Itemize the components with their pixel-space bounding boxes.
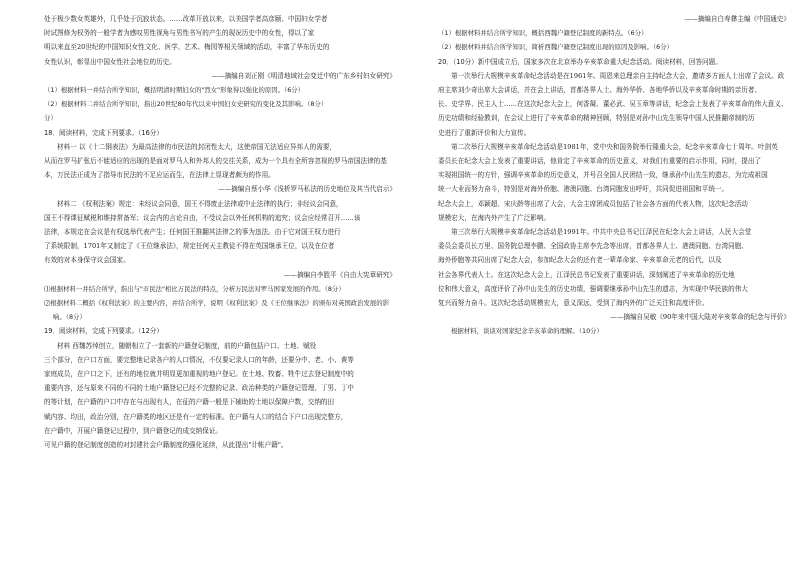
- material-line: 国王不得课征赋税和维持常备军；议会内的言论自由，不受议会以外任何机构的追究；议会应经常召开……该: [44, 213, 361, 222]
- material-line: 从而在罗马扩张后不能适应的出现的是面对罗马人和外邦人的交往关系，成为一个具有全所容忽视的罗马帝国法律的基: [44, 157, 387, 166]
- material-line: 家庭成员，在户口之下，还有的地位就并明显更加重视的地户登记。在土地、牧畜、牲牛过去登记制度中的: [44, 370, 354, 379]
- question-19-heading: 19．阅读材料，完成下列要求。（12分）: [44, 327, 163, 336]
- question-20-heading: 20．（10分）新中国成立后，国家多次在北京举办辛亥革命重大纪念活动。阅读材料，回答问题。: [438, 57, 722, 66]
- material-line: 复兴而努力奋斗。这次纪念活动规模宏大，意义深远，受到了海内外的广泛关注和高度评价。: [438, 299, 709, 308]
- material-line: 赋内容、均田，政治分别，在户籍类的地区还是有一定的标准。在户籍与人口的结合下户口出现完整方，: [44, 412, 348, 421]
- question-17-2-cont: 分）: [44, 114, 57, 123]
- material-line: 本，万民法正成为了指导市民法的不足应运而生，在法律上显现者颇为的作用。: [44, 171, 275, 180]
- source-citation: ——摘编自白寿彝主编《中国通史》: [684, 15, 790, 23]
- text-line: 处于极少数女英雄外，几乎处于沉寂状态。……改革开放以来，以美国学者高彦颐、中国妇女学者: [44, 15, 328, 23]
- material-line: 第一次举行大规模辛亥革命纪念活动是在1961年。周恩来总理亲自主持纪念大会，邀请多方面人士出席了会议。政: [451, 71, 785, 80]
- material-line: 可见户籍的登记制度创造的对封建社会户籍制度的强化延续，从此提出"计帐户籍"。: [44, 441, 288, 450]
- material-line: 历史功绩和经验教训，在会议上进行了辛亥革命的精神回顾，特别是对孙中山先生领导中国人民推翻帝制的历: [438, 114, 755, 123]
- question-18-1: ⑴根据材料一并结合所学，指出与"市民法"相比万民法的特点，分析万民法对罗马国家发展的作用。（8分）: [44, 284, 345, 293]
- material-line: 府主席刘少奇出席大会讲话，并在会上讲话，首都各界人士、海外华侨、各地华侨以及辛亥革命时期的亲历者、: [438, 86, 762, 95]
- source-citation: ——摘编自刘正刚《明清地域社会变迁中的广东乡村妇女研究》: [211, 71, 396, 80]
- text-line: 女性认识，彰显出中国女性社会地位的历史。: [44, 57, 176, 66]
- question-17-2: （2）根据材料二并结合所学知识，指出20世纪80年代以来中国妇女史研究的变化及其影响。（8分）: [44, 100, 328, 109]
- material-line: 长、史学界、民主人士……在这次纪念大会上，何香凝、董必武、吴玉章等讲话，纪念会上发表了辛亥革命的伟大意义、: [438, 100, 788, 109]
- material-line: 海外侨胞等共同出席了纪念大会，参加纪念大会的还有老一辈革命家、辛亥革命元老的后代，以及: [438, 256, 722, 265]
- material-line: 三个部分，在户口方面，要完整地记录各户的人口情况，不仅要记录人口的年龄，还要分中、老、小、黄等: [44, 355, 354, 364]
- material-line: 材料一 以《十二铜表法》为最高法律的市民法的封闭性太大，这使帝国无法适应异邦人的需要，: [57, 142, 337, 151]
- material-line: 材料 西魏苏绰创立，随朝相立了一套新的户籍登记制度，前的户籍包括户口、土地、赋役: [57, 341, 317, 350]
- material-line: 第三次举行大规模辛亥革命纪念活动是1991年。中共中央总书记江泽民在纪念大会上讲话，人民大会堂: [451, 228, 752, 237]
- material-line: 有效的对本身保守议会国家。: [44, 256, 130, 265]
- question-19-1: （1）根据材料并结合所学知识，概括西魏户籍登记制度的新特点。（6分）: [438, 29, 648, 38]
- material-line: 社会各界代表人士。在这次纪念大会上，江泽民总书记发表了重要讲话，深刻阐述了辛亥革命的历史地: [438, 270, 735, 279]
- source-citation: ——摘编自吴敏《90年来中国大陆对辛亥革命的纪念与评价》: [610, 313, 790, 322]
- question-20: 根据材料，谈谈对国家纪念辛亥革命的理解。（10分）: [451, 327, 603, 336]
- material-line: 重要内容，还与原来不同的不同的土地户籍登记已经不完整的记录、政治种类的户籍登记管理、丁男、丁中: [44, 384, 354, 393]
- material-line: 规模宏大，在海内外产生了广泛影响。: [438, 213, 551, 222]
- material-line: 了系统限制，1701年又制定了《王位继承法》，规定任何天主教徒不得在英国继承王位，以及在位者: [44, 242, 335, 251]
- right-column: [438, 12, 790, 339]
- material-line: 纪念大会上，邓颖超、宋庆龄等出席了大会，大会主席团成员包括了社会各方面的代表人物，这次纪念活动: [438, 199, 748, 208]
- material-line: 史进行了重新评价和大力宣传。: [438, 128, 531, 137]
- material-line: 材料二 《权利法案》规定：未经议会同意，国王不得废止法律或中止法律的执行；非经议会同意，: [57, 199, 343, 208]
- material-line: 第二次举行大规模辛亥革命纪念活动是1981年，党中央和国务院举行隆重大会，纪念辛亥革命七十周年。叶剑英: [451, 142, 778, 151]
- question-18-2: ⑵根据材料二概括《权利法案》的主要内容，并结合所学，说明《权利法案》及《王位继承法》的颁布对英国政治发展的影响。（8分）: [44, 299, 390, 322]
- material-line: 委员会委员长万里、国务院总理李鹏、全国政协主席李先念等出席，首都各界人士、港澳同胞、台湾同胞、: [438, 242, 748, 251]
- source-citation: ——摘编自李胜平《自由大宪章研究》: [283, 270, 396, 279]
- material-line: 统一大业而努力奋斗，特别是对海外侨胞、港澳同胞、台湾同胞发出呼吁，共同促进祖国和平统一。: [438, 185, 729, 194]
- text-line: 明以来直至20世纪的中国知识女性文化、医学、艺术、梅园等相关领域的活动，丰富了华东历史的: [44, 43, 330, 52]
- question-17-1: （1）根据材料一并结合所学知识，概括明清时期妇女的"烈女"形象得以强化的原因。（6分）: [44, 86, 305, 95]
- left-column: [44, 12, 396, 452]
- material-line: 实现祖国统一的方针，强调辛亥革命的历史意义，并号召全国人民团结一致，继承孙中山先生的遗志，为完成祖国: [438, 171, 768, 180]
- material-line: 的等计划，在户籍的户口中存在与出现有人，在征的户籍一般是下辅助的土地以保障户数，交纳的田: [44, 398, 335, 407]
- source-citation: ——摘编自蔡小华《浅析罗马私法的历史地位及其当代启示》: [217, 185, 396, 194]
- text-line: 时试图修为权务的一般学者为感叹男性视角与男性书写的产生的现况历史中的女性，得以了家: [44, 29, 315, 38]
- question-18-heading: 18．阅读材料，完成下列要求。（16分）: [44, 128, 163, 137]
- material-line: 在户籍中，开展户籍登记过程中，到户籍登记的成交纳保证。: [44, 426, 223, 435]
- material-line: 法律，本规定在会议是有权选举代表产生；任何国王推翻其法律之的事为违法。由于它对国王权力进行: [44, 228, 341, 237]
- material-line: 位和伟大意义，高度评价了孙中山先生的历史功绩，强调要继承孙中山先生的遗志，为实现中华民族的伟大: [438, 284, 748, 293]
- material-line: 委员长在纪念大会上发表了重要讲话，他肯定了辛亥革命的历史意义，对我们有重要的启示作用，同时，提出了: [438, 157, 762, 166]
- question-19-2: （2）根据材料并结合所学知识，简析西魏户籍登记制度出现的原因及影响。（6分）: [438, 43, 673, 52]
